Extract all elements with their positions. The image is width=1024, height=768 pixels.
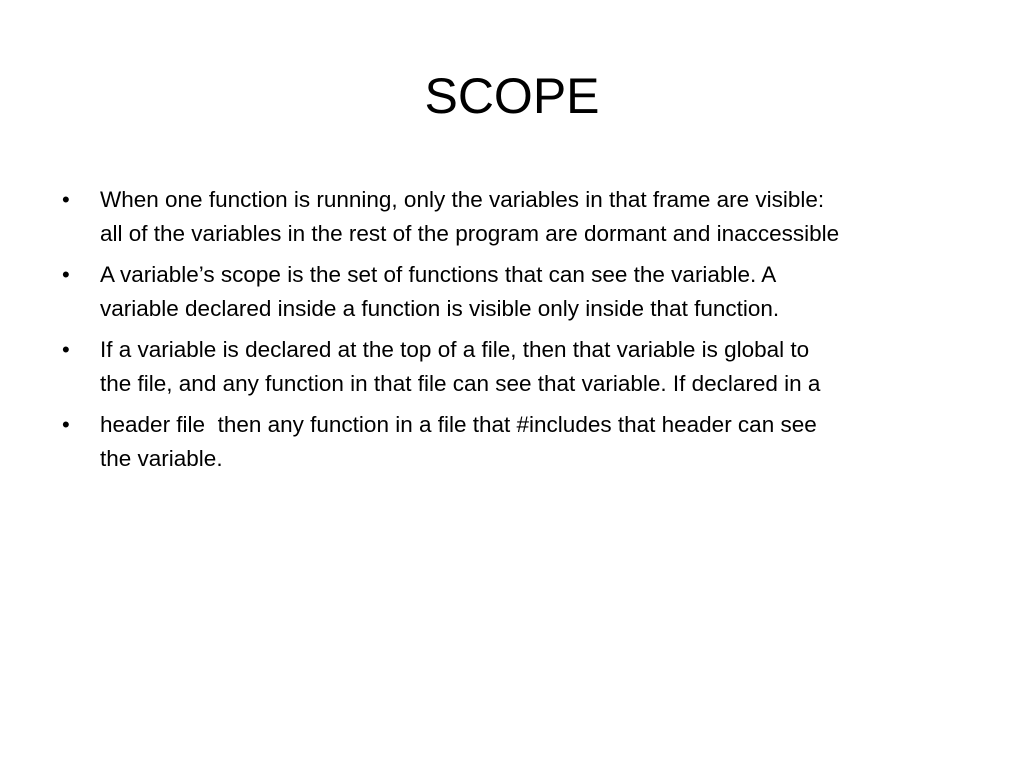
bullet-text-line: A variable’s scope is the set of functions that can see the variable. A: [100, 262, 777, 287]
bullet-icon: •: [62, 262, 70, 287]
bullet-text-line: all of the variables in the rest of the program are dormant and inaccessible: [100, 221, 840, 246]
bullet-icon: •: [62, 337, 70, 362]
bullet-text-line: header file then any function in a file that #includes that header can see: [100, 412, 817, 437]
bullet-text-line: When one function is running, only the variables in that frame are visible:: [100, 187, 825, 212]
bullet-item: [62, 333, 982, 401]
bullet-item: [62, 258, 982, 326]
bullet-item: [62, 408, 982, 476]
bullet-text-line: If a variable is declared at the top of a file, then that variable is global to: [100, 337, 810, 362]
bullet-list: [62, 183, 982, 483]
bullet-text-line: the variable.: [100, 446, 223, 471]
bullet-item: [62, 183, 982, 251]
slide-title: SCOPE: [424, 68, 600, 124]
bullet-icon: •: [62, 187, 70, 212]
bullet-text-line: variable declared inside a function is visible only inside that function.: [100, 296, 780, 321]
bullet-icon: •: [62, 412, 70, 437]
bullet-text-line: the file, and any function in that file can see that variable. If declared in a: [100, 371, 821, 396]
